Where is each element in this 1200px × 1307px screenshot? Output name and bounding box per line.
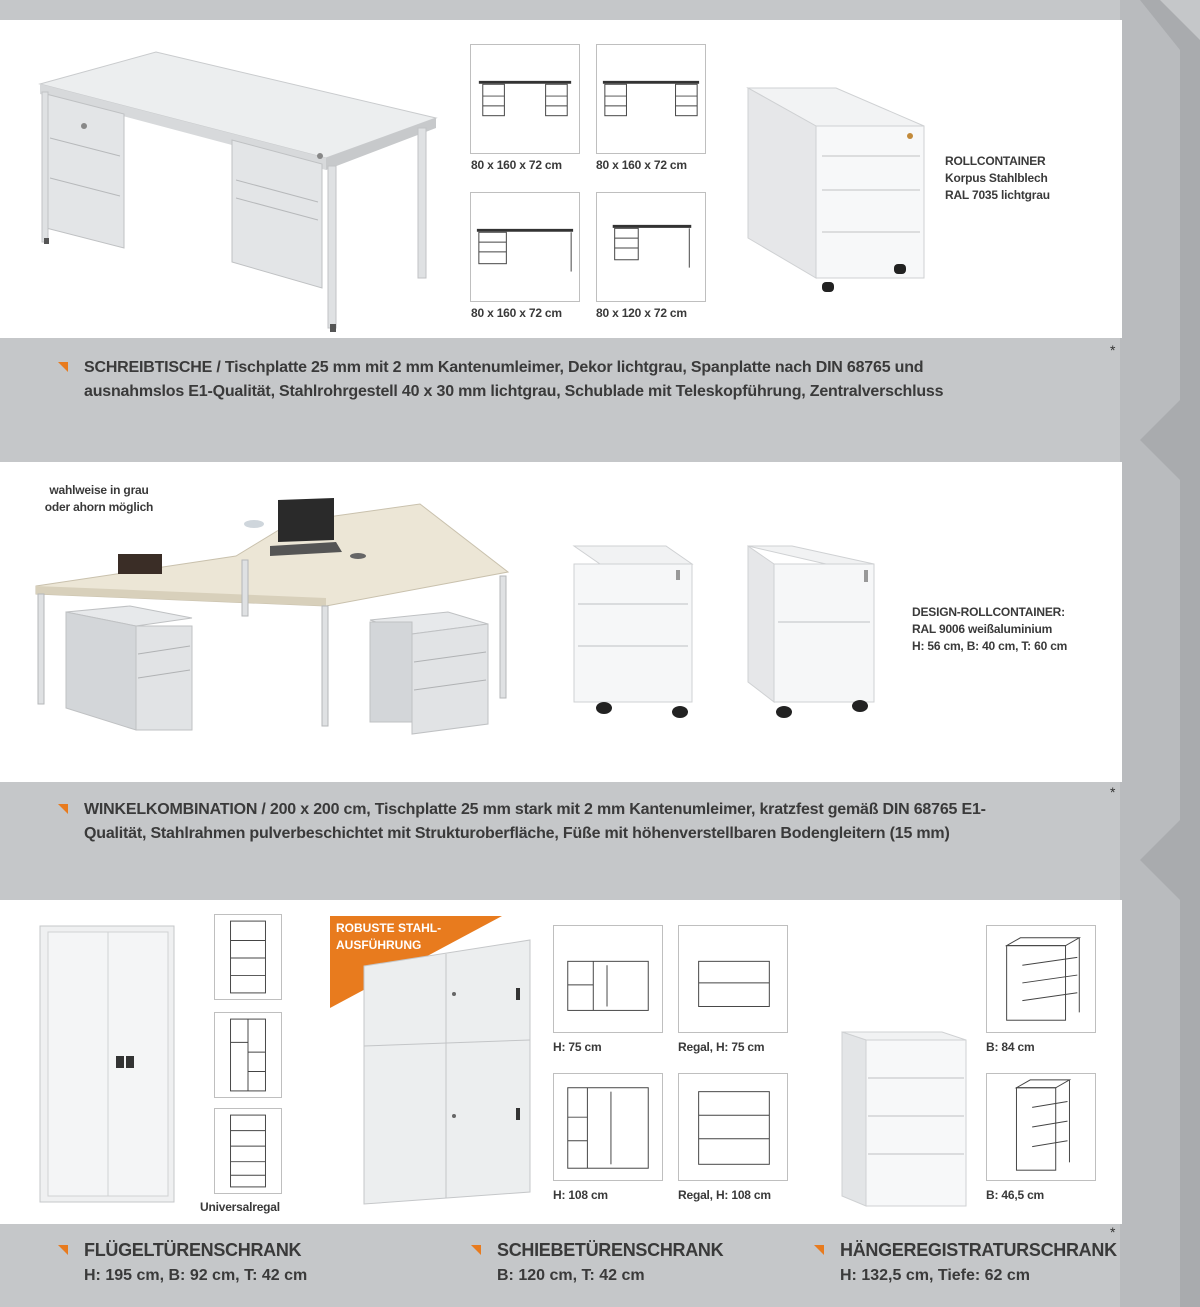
product-sliding-door — [497, 1238, 723, 1288]
product-hanging-file — [840, 1238, 1117, 1288]
design-container-note — [912, 604, 1067, 655]
hanging-thumb-2-dim: B: 46,5 cm — [986, 1188, 1045, 1202]
desk-thumb-4 — [596, 192, 706, 302]
desk-thumb-1 — [470, 44, 580, 154]
shelf-thumb-2 — [214, 1012, 282, 1098]
arrow-icon — [471, 1245, 481, 1255]
desk-caption-text — [84, 356, 943, 404]
design-container-color: RAL 9006 weißaluminium — [912, 622, 1053, 636]
sliding-thumb-4 — [678, 1073, 788, 1181]
corner-desk-image — [30, 494, 520, 756]
hanging-thumb-1-dim: B: 84 cm — [986, 1040, 1035, 1054]
footnote-star: * — [1110, 342, 1116, 358]
product-sliding-door-spec: B: 120 cm, T: 42 cm — [497, 1267, 645, 1284]
product-wing-door-spec: H: 195 cm, B: 92 cm, T: 42 cm — [84, 1267, 308, 1284]
sliding-thumb-2-dim: Regal, H: 75 cm — [678, 1040, 765, 1054]
arrow-icon — [58, 1245, 68, 1255]
footnote-star: * — [1110, 1224, 1116, 1240]
desk-thumb-1-dim: 80 x 160 x 72 cm — [471, 158, 562, 172]
side-decoration — [1120, 0, 1200, 1307]
arrow-icon — [58, 362, 68, 372]
product-wing-door-name: FLÜGELTÜRENSCHRANK — [84, 1240, 302, 1260]
wing-door-cabinet-image — [36, 920, 180, 1206]
desk-thumb-3-dim: 80 x 160 x 72 cm — [471, 306, 562, 320]
sliding-door-cabinet-image — [354, 936, 532, 1210]
corner-caption-text — [84, 798, 986, 846]
desk-thumb-3 — [470, 192, 580, 302]
universalregal-label: Universalregal — [200, 1200, 280, 1214]
product-hanging-file-name: HÄNGEREGISTRATURSCHRANK — [840, 1240, 1117, 1260]
desk-caption-line2: ausnahmslos E1-Qualität, Stahlrohrgestell 40 x 30 mm lichtgrau, Schublade mit Teleskopführung, Zentralverschluss — [84, 383, 944, 400]
desk-caption-line1: SCHREIBTISCHE / Tischplatte 25 mm mit 2 mm Kantenumleimer, Dekor lichtgrau, Spanplatte nach DIN 68765 und — [84, 359, 924, 376]
product-sliding-door-name: SCHIEBETÜRENSCHRANK — [497, 1240, 724, 1260]
desk-thumb-2-dim: 80 x 160 x 72 cm — [596, 158, 687, 172]
design-container-dims: H: 56 cm, B: 40 cm, T: 60 cm — [912, 639, 1068, 653]
arrow-icon — [814, 1245, 824, 1255]
shelf-thumb-1 — [214, 914, 282, 1000]
sliding-thumb-1-dim: H: 75 cm — [553, 1040, 602, 1054]
choice-note-line2: oder ahorn möglich — [44, 500, 154, 514]
sliding-thumb-3-dim: H: 108 cm — [553, 1188, 608, 1202]
rollcontainer-body: Korpus Stahlblech — [945, 171, 1048, 185]
product-wing-door — [84, 1238, 307, 1288]
rollcontainer-note — [945, 153, 1050, 204]
desk-thumb-4-dim: 80 x 120 x 72 cm — [596, 306, 687, 320]
sliding-thumb-1 — [553, 925, 663, 1033]
desk-image — [36, 48, 440, 334]
robust-badge-line1: ROBUSTE STAHL- — [336, 921, 442, 935]
hanging-thumb-1 — [986, 925, 1096, 1033]
rollcontainer-image — [744, 86, 934, 298]
robust-badge-line2: AUSFÜHRUNG — [336, 938, 422, 952]
desk-caption — [0, 356, 1122, 406]
arrow-icon — [58, 804, 68, 814]
rollcontainer-title: ROLLCONTAINER — [945, 154, 1046, 168]
corner-caption — [0, 798, 1122, 848]
shelf-thumb-3 — [214, 1108, 282, 1194]
sliding-thumb-2 — [678, 925, 788, 1033]
footnote-star: * — [1110, 784, 1116, 800]
corner-caption-line1: WINKELKOMBINATION / 200 x 200 cm, Tischplatte 25 mm stark mit 2 mm Kantenumleimer, kratzfest gemäß DIN 68765 E1- — [84, 801, 986, 818]
design-container-2-image — [744, 542, 880, 722]
desk-thumb-2 — [596, 44, 706, 154]
sliding-thumb-4-dim: Regal, H: 108 cm — [678, 1188, 771, 1202]
sliding-thumb-3 — [553, 1073, 663, 1181]
design-container-1-image — [570, 542, 696, 718]
design-container-title: DESIGN-ROLLCONTAINER: — [912, 605, 1065, 619]
choice-note-line1: wahlweise in grau — [49, 483, 149, 497]
hanging-thumb-2 — [986, 1073, 1096, 1181]
product-hanging-file-spec: H: 132,5 cm, Tiefe: 62 cm — [840, 1267, 1031, 1284]
rollcontainer-color: RAL 7035 lichtgrau — [945, 188, 1050, 202]
corner-caption-line2: Qualität, Stahlrahmen pulverbeschichtet mit Strukturoberfläche, Füße mit höhenverstellbaren Bodengleitern (15 mm) — [84, 825, 950, 842]
hanging-file-cabinet-image — [836, 1026, 972, 1210]
